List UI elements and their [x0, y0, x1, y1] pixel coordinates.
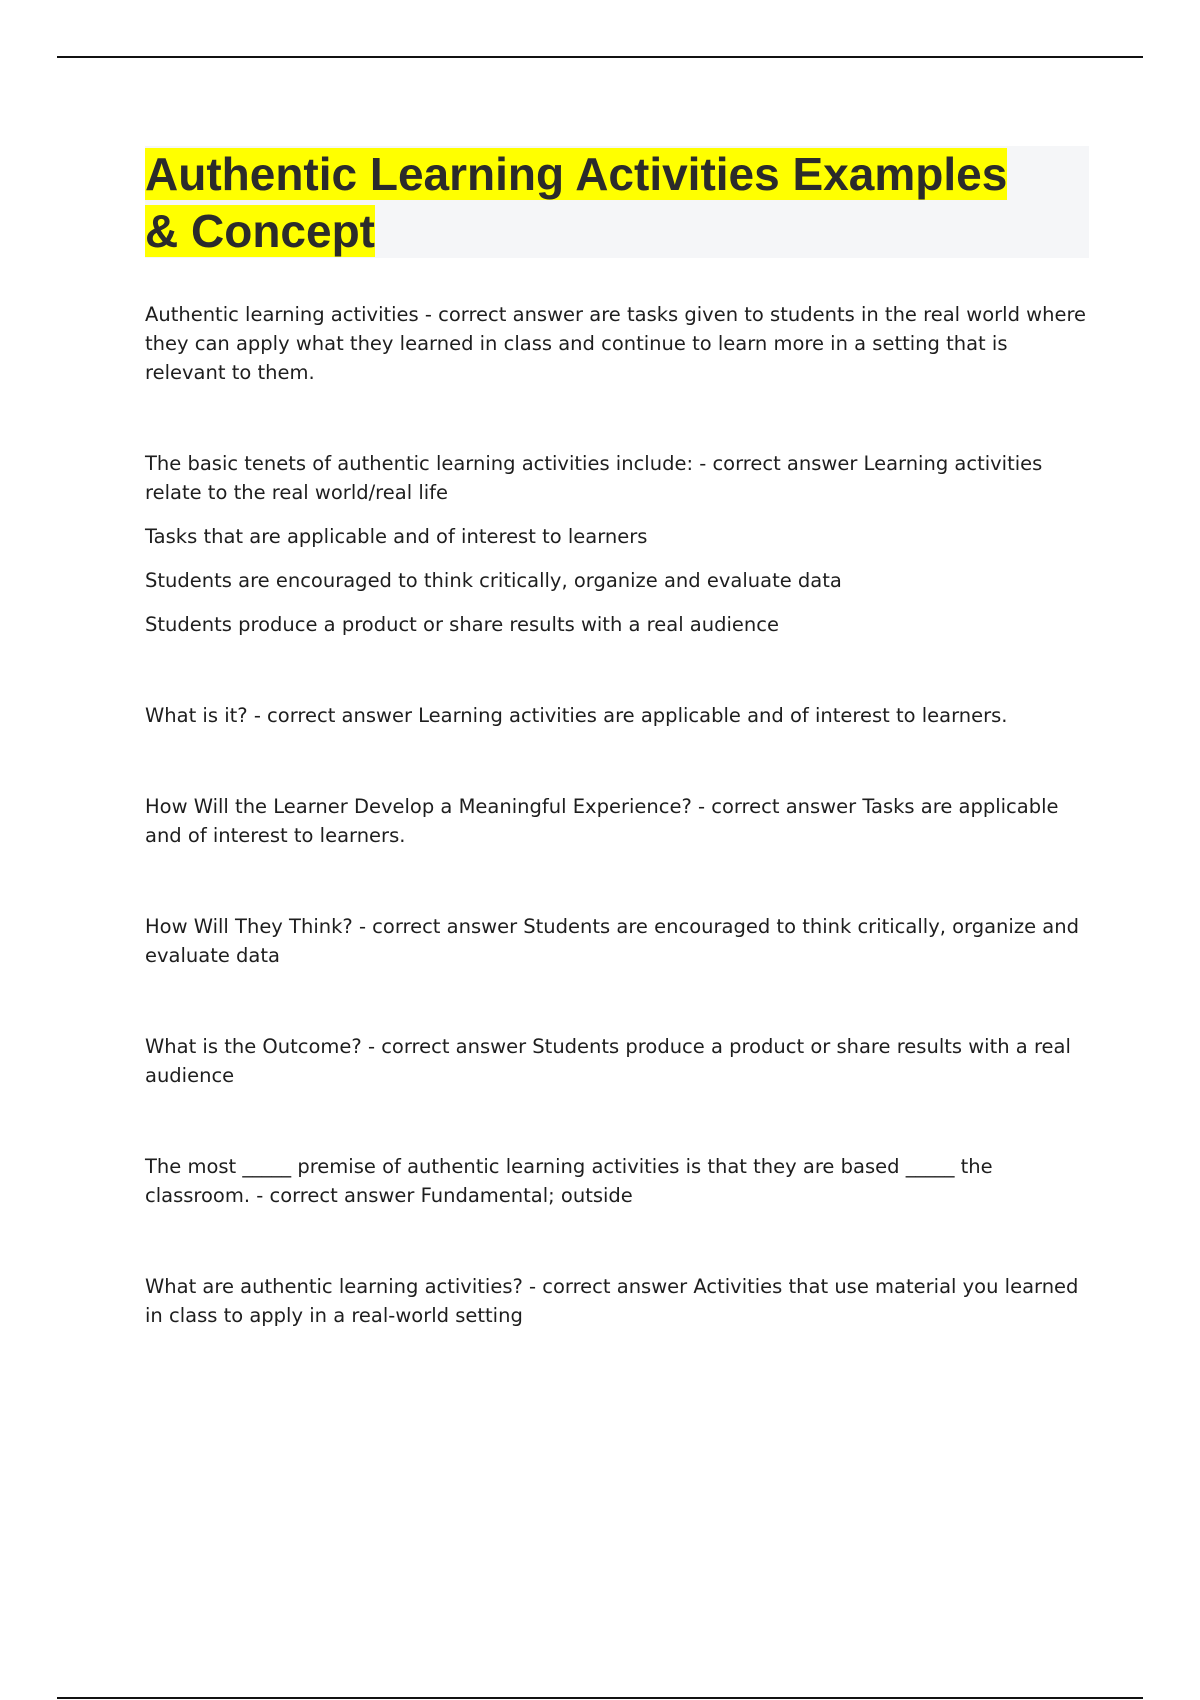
qa-entry: [145, 701, 1090, 730]
qa-entry: [145, 1152, 1090, 1210]
bottom-rule: [57, 1697, 1143, 1699]
qa-entry: [145, 912, 1090, 970]
top-rule: [57, 56, 1143, 58]
qa-entry: [145, 1032, 1090, 1090]
qa-entry: [145, 792, 1090, 850]
page-title: [145, 146, 1089, 260]
qa-text: What is it? - correct answer Learning activities are applicable and of interest to learners.: [145, 704, 1008, 727]
document-body: [145, 300, 1090, 1392]
qa-text: What is the Outcome? - correct answer Students produce a product or share results with a real audience: [145, 1035, 1071, 1087]
title-line-2: & Concept: [145, 205, 375, 257]
qa-sub-item: Students produce a product or share results with a real audience: [145, 613, 779, 636]
qa-sub-item: Students are encouraged to think critically, organize and evaluate data: [145, 569, 842, 592]
qa-text: The basic tenets of authentic learning activities include: - correct answer Learning activities relate to the real world/real life: [145, 452, 1043, 504]
qa-text: How Will the Learner Develop a Meaningful Experience? - correct answer Tasks are applicable and of interest to learners.: [145, 795, 1059, 847]
qa-sub-item: Tasks that are applicable and of interest to learners: [145, 525, 648, 548]
qa-text: The most _____ premise of authentic learning activities is that they are based _____ the classroom. - correct answer Fundamental; outside: [145, 1155, 993, 1207]
qa-text: Authentic learning activities - correct answer are tasks given to students in the real world where they can apply what they learned in class and continue to learn more in a setting that is relevant to them.: [145, 303, 1087, 384]
qa-entry: [145, 300, 1090, 387]
qa-text: What are authentic learning activities? - correct answer Activities that use material you learned in class to apply in a real-world setting: [145, 1275, 1079, 1327]
qa-entry: [145, 449, 1090, 639]
qa-text: How Will They Think? - correct answer Students are encouraged to think critically, organize and evaluate data: [145, 915, 1079, 967]
title-line-1: Authentic Learning Activities Examples: [145, 148, 1008, 200]
title-block: [145, 146, 1089, 258]
qa-entry: [145, 1272, 1090, 1330]
